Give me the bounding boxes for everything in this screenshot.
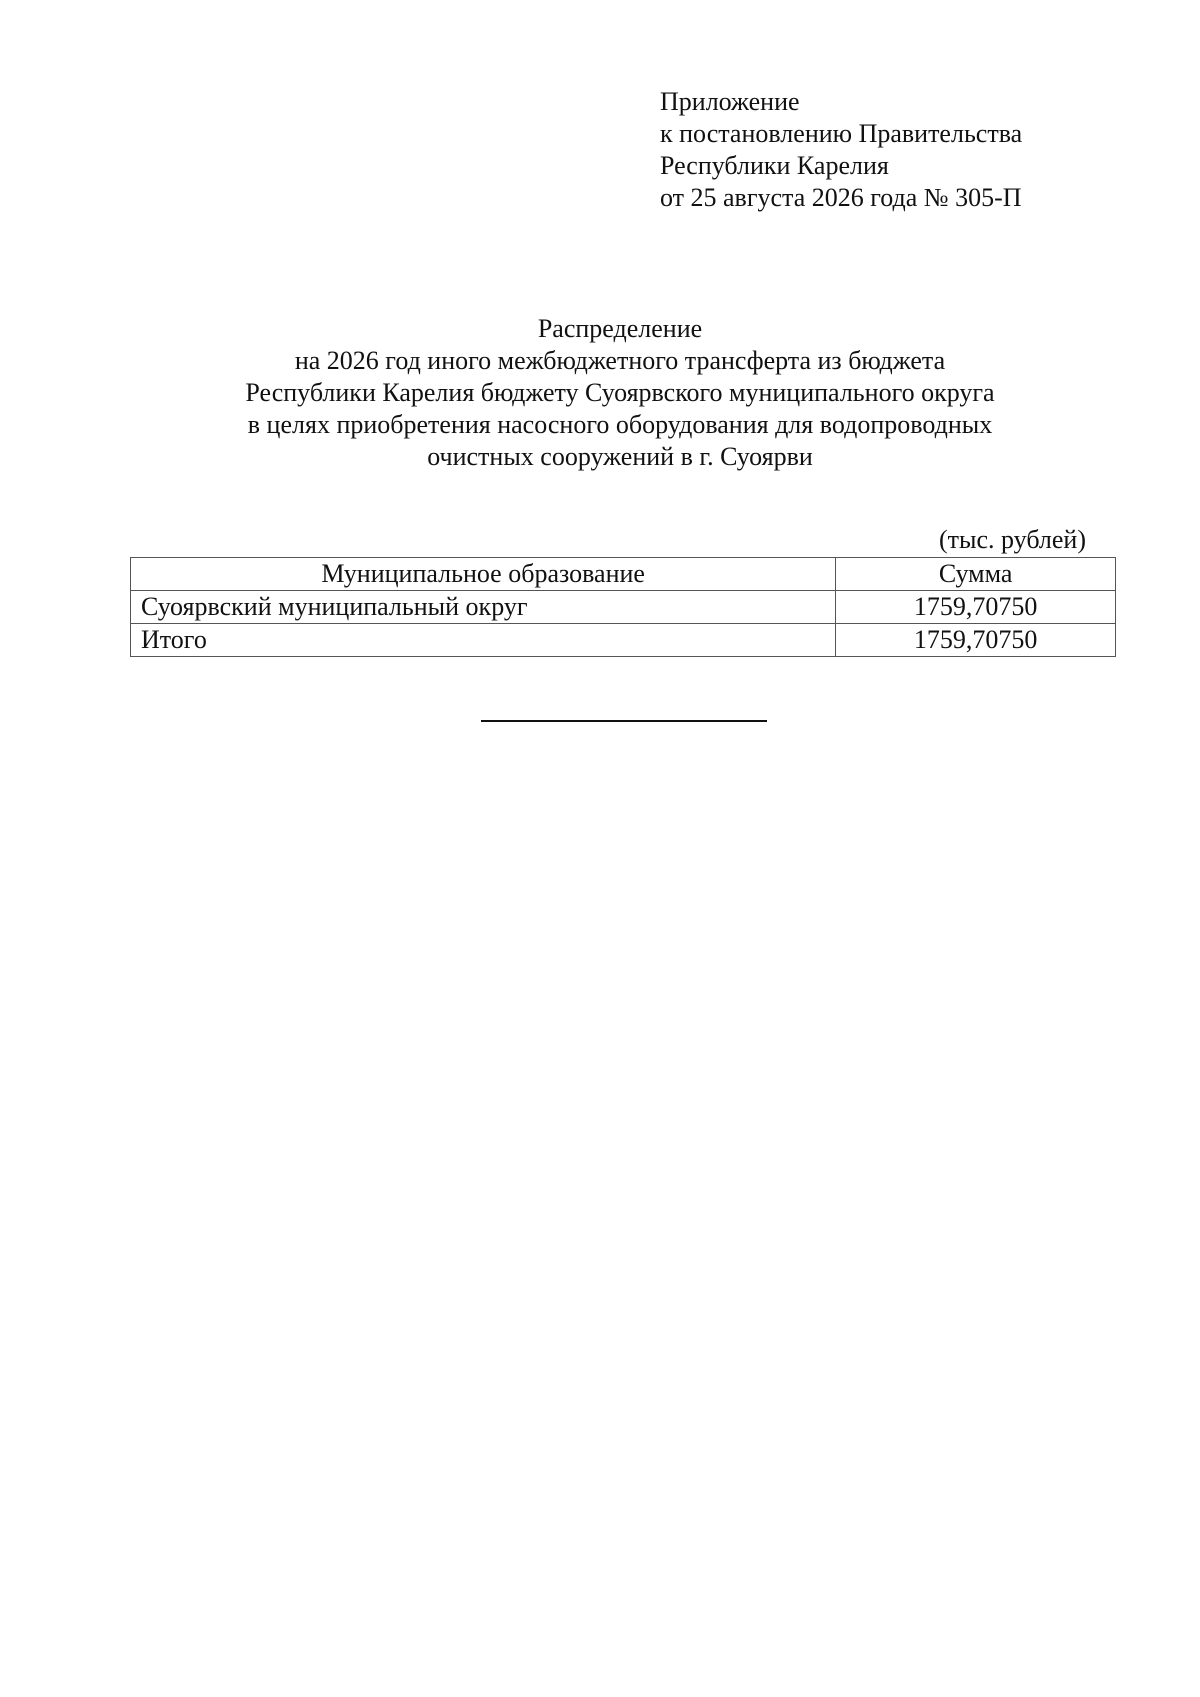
unit-note: (тыс. рублей) (938, 525, 1086, 554)
annex-line: к постановлению Правительства (660, 119, 1023, 148)
title-line: Республики Карелия бюджету Суоярвского муниципального округа (245, 378, 995, 407)
title-line: в целях приобретения насосного оборудования для водопроводных (247, 410, 993, 439)
sum-cell: 1759,70750 (836, 591, 1116, 624)
annex-block (660, 86, 1022, 214)
annex-line: Республики Карелия (660, 151, 889, 180)
annex-line: от 25 августа 2026 года № 305-П (660, 183, 1022, 212)
municipality-cell: Суоярвский муниципальный округ (131, 591, 836, 624)
total-sum-cell: 1759,70750 (836, 624, 1116, 657)
title-line: очистных сооружений в г. Суоярви (427, 442, 813, 471)
table-total-row (131, 624, 1116, 657)
title-line: на 2026 год иного межбюджетного трансферта из бюджета (294, 346, 946, 375)
end-divider-line (481, 720, 767, 722)
annex-line: Приложение (660, 87, 800, 116)
title-line: Распределение (537, 314, 703, 343)
table-row (131, 591, 1116, 624)
header-municipality: Муниципальное образование (131, 558, 836, 591)
document-title (120, 313, 1120, 473)
header-sum: Сумма (836, 558, 1116, 591)
distribution-table (130, 557, 1116, 657)
total-label-cell: Итого (131, 624, 836, 657)
table-header-row (131, 558, 1116, 591)
